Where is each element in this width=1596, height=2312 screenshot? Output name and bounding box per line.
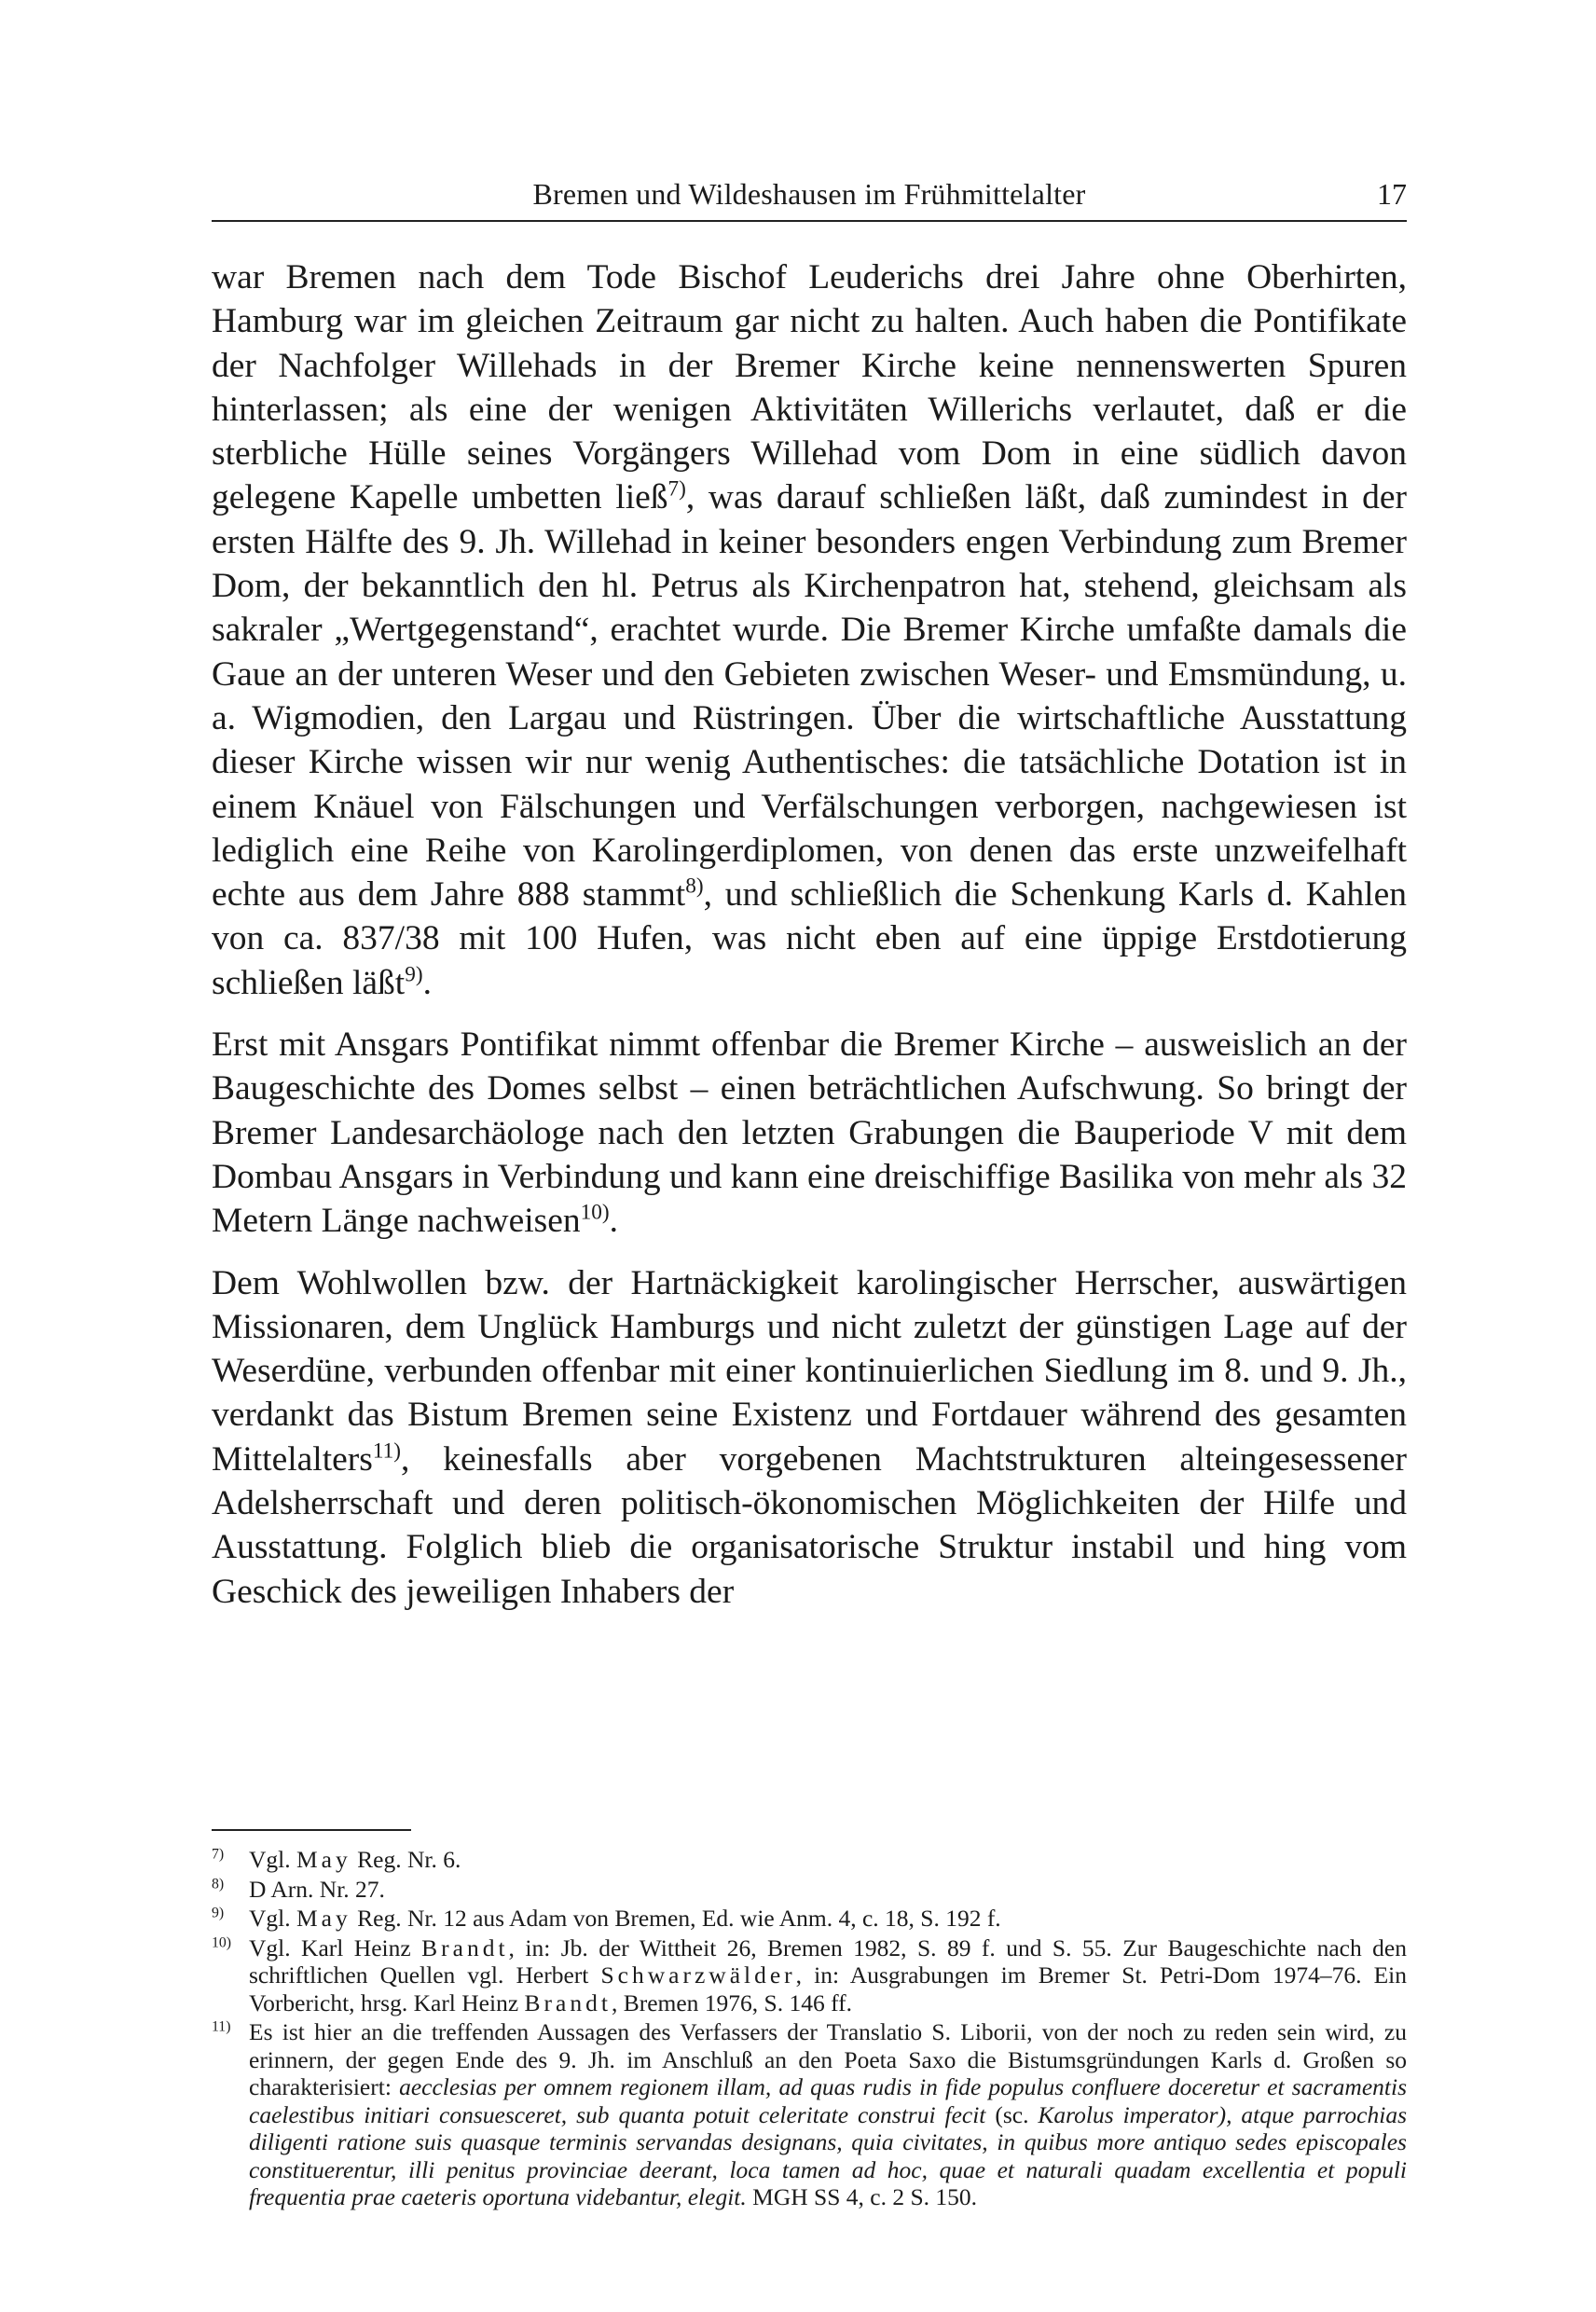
author-name: Brandt xyxy=(421,1934,509,1961)
footnote xyxy=(212,1934,1407,2017)
text-segment: Reg. Nr. 12 aus Adam von Bremen, Ed. wie Anm. 4, c. 18, S. 192 f. xyxy=(351,1905,1001,1932)
footnote-reference: 7) xyxy=(667,476,686,502)
footnote-number xyxy=(212,1934,231,1962)
footnote-number-label: 9) xyxy=(212,1905,225,1921)
running-header xyxy=(212,173,1407,222)
text-segment: war Bremen nach dem Tode Bischof Leuderichs drei Jahre ohne Oberhirten, Hamburg war im gleichen Zeitraum gar nicht zu halten. Auch haben die Pontifikate der Nachfolger Willehads in der Bremer Kirche keine nennenswerten Spuren hinterlassen; als eine der wenigen Aktivitäten Willerichs verlautet, daß er die sterbliche Hülle seines Vorgängers Willehad vom Dom in eine südlich davon gelegene Kapelle umbetten ließ xyxy=(212,258,1407,517)
text-segment: , keinesfalls aber vorgebenen Machtstrukturen alteingesessener Adelsherrschaft und deren politisch-ökonomischen Möglichkeiten der Hilfe und Ausstattung. Folglich blieb die organisatorische Struktur instabil und hing vom Geschick des jeweiligen Inhabers der xyxy=(212,1439,1407,1611)
footnote-number-label: 8) xyxy=(212,1876,225,1892)
footnote-number xyxy=(212,1876,224,1904)
text-segment: . xyxy=(422,963,432,1002)
author-name: May xyxy=(296,1846,351,1873)
latin-quotation: Karolus imperator), xyxy=(1038,2100,1232,2128)
footnote-number-label: 7) xyxy=(212,1846,225,1863)
body-paragraph xyxy=(212,255,1407,1005)
author-name: Schwarzwälder xyxy=(600,1961,796,1989)
text-segment: Reg. Nr. 6. xyxy=(351,1846,461,1873)
footnote xyxy=(212,1905,1407,1933)
text-segment: Es ist hier an die treffenden Aussagen des Verfassers der Translatio S. Liborii, von der noch zu reden sein wird, zu erinnern, der gegen Ende des 9. Jh. im Anschluß an den Poeta Saxo die Bistumsgründungen Karls d. Großen so charakterisiert: xyxy=(249,2018,1407,2100)
text-segment: Vgl. Karl Heinz xyxy=(249,1934,422,1961)
footnote-number-label: 10) xyxy=(212,1934,232,1950)
body-text xyxy=(212,255,1407,1631)
footnote xyxy=(212,1846,1407,1874)
footnote-reference: 11) xyxy=(372,1438,402,1464)
footnote-reference: 9) xyxy=(405,962,423,987)
footnote-number xyxy=(212,1846,224,1874)
text-segment: , in: Ausgrabungen im Bremer St. Petri-Dom 1974–76. Ein Vorbericht, hrsg. Karl Heinz xyxy=(249,1961,1407,2016)
text-segment: . xyxy=(609,1202,619,1241)
footnote-number-label: 11) xyxy=(212,2018,231,2035)
latin-quotation: aecclesias per omnem regionem illam, ad quas rudis in fide populus confluere doceretur et sacramentis caelestibus initiari consuesceret, sub quanta potuit celeritate construi fecit xyxy=(249,2073,1407,2128)
footnote-number xyxy=(212,1905,224,1933)
body-paragraph xyxy=(212,1261,1407,1614)
text-segment: , Bremen 1976, S. 146 ff. xyxy=(611,1989,852,2016)
text-segment: , in: Jb. der Wittheit 26, Bremen 1982, S. 89 f. und S. 55. Zur Baugeschichte nach den schriftlichen Quellen vgl. Herbert xyxy=(249,1934,1407,1989)
author-name: Brandt xyxy=(524,1989,612,2016)
latin-quotation: atque parrochias diligenti ratione suis quasque terminis servandas designans, quia civitates, in quibus more antiquo sedes episcopales constituerentur, illi penitus provinciae deerant, loca tamen ad hoc, quae et naturali quadam excellentia et populi frequentia prae caeteris oportuna videbantur, elegit. xyxy=(249,2100,1407,2210)
footnote-divider xyxy=(212,1829,411,1831)
page-number: 17 xyxy=(1377,177,1407,211)
text-segment: Dem Wohlwollen bzw. der Hartnäckigkeit karolingischer Herrscher, auswärtigen Missionaren, dem Unglück Hamburgs und nicht zuletzt der günstigen Lage auf der Weserdüne, verbunden offenbar mit einer kontinuierlichen Siedlung im 8. und 9. Jh., verdankt das Bistum Bremen seine Existenz und Fortdauer während des gesamten Mittelalters xyxy=(212,1263,1407,1479)
footnote xyxy=(212,1876,1407,1904)
author-name: May xyxy=(296,1905,351,1932)
running-title: Bremen und Wildeshausen im Frühmittelalter xyxy=(532,177,1086,211)
text-segment: D Arn. Nr. 27. xyxy=(249,1875,385,1903)
text-segment: (sc. xyxy=(985,2100,1039,2128)
body-paragraph xyxy=(212,1023,1407,1243)
text-segment: , was darauf schließen läßt, daß zumindest in der ersten Hälfte des 9. Jh. Willehad in keiner besonders engen Verbindung zum Bremer Dom, der bekanntlich den hl. Petrus als Kirchenpatron hat, stehend, gleichsam als sakraler „Wertgegenstand“, erachtet wurde. Die Bremer Kirche umfaßte damals die Gaue an der unteren Weser und den Gebieten zwischen Weser- und Emsmündung, u. a. Wigmodien, den Largau und Rüstringen. Über die wirtschaftliche Ausstattung dieser Kirche wissen wir nur wenig Authentisches: die tatsächliche Dotation ist in einem Knäuel von Fälschungen und Verfälschungen verborgen, nachgewiesen ist lediglich eine Reihe von Karolingerdiplomen, von denen das erste unzweifelhaft echte aus dem Jahre 888 stammt xyxy=(212,478,1407,915)
text-segment: MGH SS 4, c. 2 S. 150. xyxy=(746,2183,978,2210)
footnote xyxy=(212,2018,1407,2211)
footnotes xyxy=(212,1846,1407,2213)
footnote-reference: 8) xyxy=(685,874,704,899)
footnote-reference: 10) xyxy=(580,1200,610,1225)
text-segment: , und schließlich die Schenkung Karls d. Kahlen von ca. 837/38 mit 100 Hufen, was nicht eben auf eine üppige Erstdotierung schließen läßt xyxy=(212,875,1407,1002)
text-segment: Vgl. xyxy=(249,1846,296,1873)
footnote-number xyxy=(212,2018,230,2046)
text-segment: Vgl. xyxy=(249,1905,296,1932)
text-segment: Erst mit Ansgars Pontifikat nimmt offenbar die Bremer Kirche – ausweislich an der Baugeschichte des Domes selbst – einen beträchtlichen Aufschwung. So bringt der Bremer Landesarchäologe nach den letzten Grabungen die Bauperiode V mit dem Dombau Ansgars in Verbindung und kann eine dreischiffige Basilika von mehr als 32 Metern Länge nachweisen xyxy=(212,1025,1407,1241)
text-segment xyxy=(1231,2101,1241,2128)
